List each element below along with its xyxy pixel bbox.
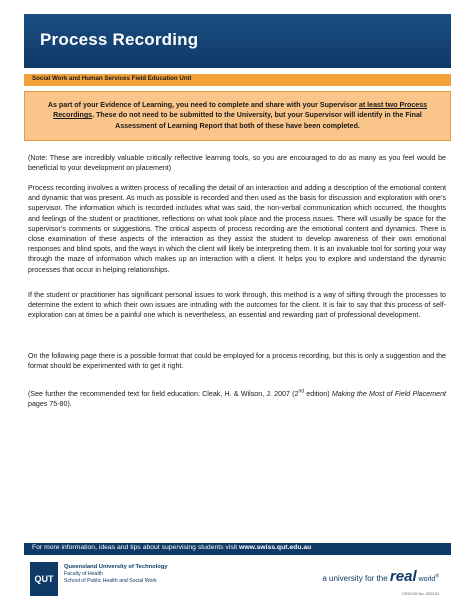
personal-issues-paragraph: If the student or practitioner has significant personal issues to work through, this method is a way of sifting through the processes to determine the extent to which their own issues are intruding with the outcomes for the client. It is fair to say that this process of self-exploration can at times be a painful one which is nevertheless, an essential and rewarding part of professional development. xyxy=(28,291,446,320)
cricos-code: CRICOS No. 00213J xyxy=(401,591,439,596)
header-banner xyxy=(24,14,451,68)
ref-part3: pages 75-80). xyxy=(28,400,72,409)
note-paragraph: (Note: These are incredibly valuable critically reflective learning tools, so you are encouraged to do as many as you feel would be beneficial to your development on placement) xyxy=(28,154,446,173)
format-paragraph: On the following page there is a possible format that could be employed for a process recording, but this is only a suggestion and the format should be experimented with to get it right. xyxy=(28,352,446,371)
tagline-pre: a university for the xyxy=(322,574,390,583)
callout-part1: As part of your Evidence of Learning, you need to complete and share with your Supervisor xyxy=(47,101,359,109)
qut-affiliation xyxy=(64,564,168,584)
evidence-callout xyxy=(24,91,451,141)
description-paragraph: Process recording involves a written process of recalling the detail of an interaction and adding a description of the emotional content and dynamic that was present. As much as possible is recorded and then used as the basis for discussion and exploration with one’s supervisor. The information which is recorded includes what was said, the non-verbal communication which occurred, the thoughts and feelings of the student or practitioner, reflections on what took place and the process issues. There will usually be space for the supervisor’s comments or suggestions. The critical aspects of process recording are the emotional content and dynamics. There is close examination of these aspects of the interaction as they assist the student to develop awareness of their own emotional responses and blind spots, and the ways in which the client will likely be interpreting them. It is an invaluable tool for sorting your way through the maze of information which makes up an interaction with a client. It helps you to explore and understand the dynamic processes that occur in helping relationships. xyxy=(28,184,446,274)
university-name: Queensland University of Technology xyxy=(64,564,168,570)
qut-logo: QUT xyxy=(30,562,58,596)
callout-part2: . These do not need to be submitted to the University, but your Supervisor will identify in the Final Assessment of Learning Report that both of these have been completed. xyxy=(92,111,422,130)
callout-text xyxy=(35,100,440,131)
ref-sup: nd xyxy=(298,388,305,395)
ref-book-title: Making the Most of Field Placement xyxy=(331,390,446,398)
subheader-bar xyxy=(24,74,451,86)
footer-url-link[interactable]: www.swiss.qut.edu.au xyxy=(239,544,312,551)
unit-label: Social Work and Human Services Field Education Unit xyxy=(32,75,192,82)
callout-underline: at least two Process Recordings xyxy=(53,101,428,120)
school-name: School of Public Health and Social Work xyxy=(64,577,157,584)
tagline-real: real xyxy=(389,568,417,585)
ref-part1: (See further the recommended text for field education: Cleak, H. & Wilson, J. 2007 (2 xyxy=(28,390,299,398)
tagline-reg: ® xyxy=(435,573,439,580)
ref-part2: edition) xyxy=(304,390,332,398)
tagline-world: world xyxy=(416,576,436,583)
page-title: Process Recording xyxy=(40,30,199,49)
footer-info-lead: For more information, ideas and tips about supervising students visit xyxy=(32,544,240,551)
reference-paragraph xyxy=(28,389,446,409)
real-world-tagline xyxy=(322,568,439,585)
footer-info-strip xyxy=(24,543,451,555)
faculty-name: Faculty of Health xyxy=(64,570,103,577)
footer-info-text xyxy=(32,544,311,551)
footer-branding xyxy=(24,557,451,601)
